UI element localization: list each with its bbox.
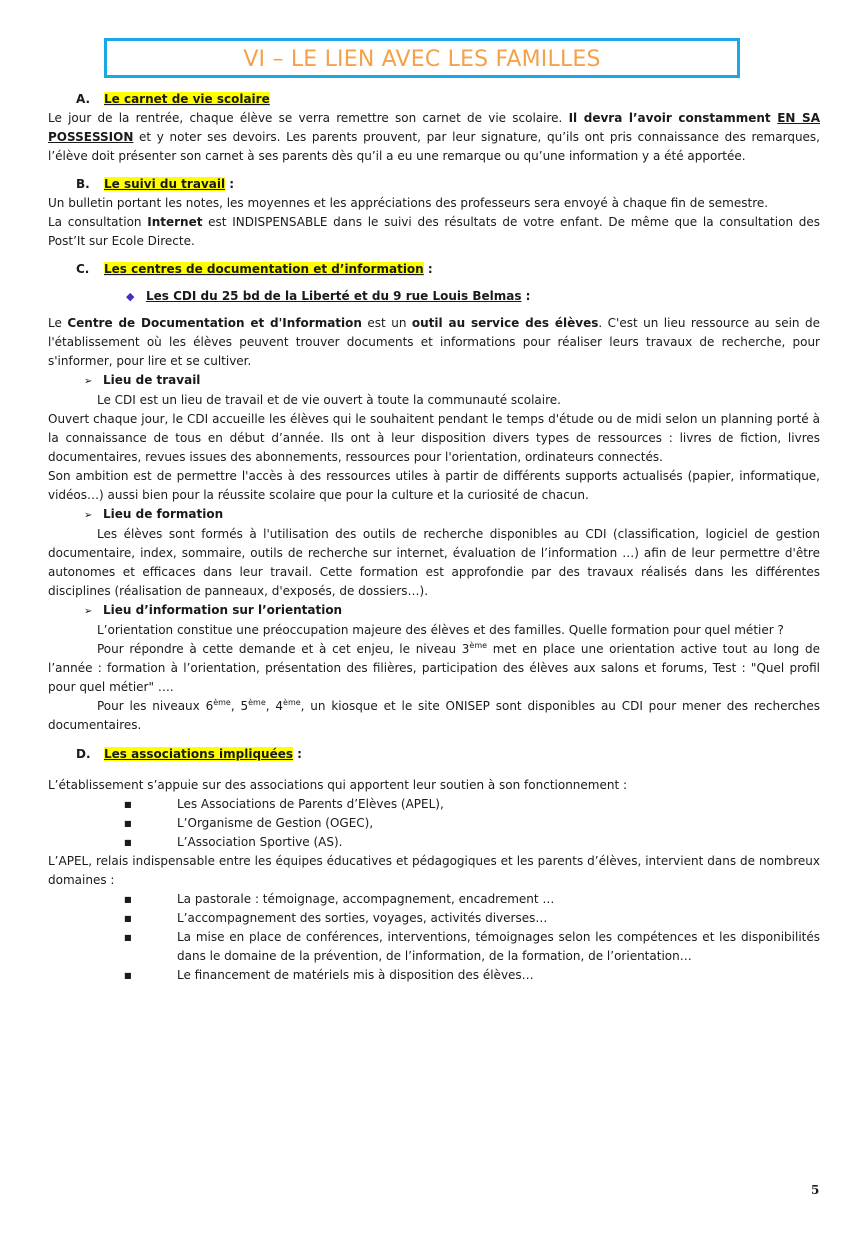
section-a-heading [48,90,820,109]
section-letter: C. [76,262,90,276]
list-item: ■ Le financement de matériels mis à disposition des élèves… [48,966,820,985]
lieu-de-formation-heading: ➢ Lieu de formation [48,505,820,525]
list-item: ■ La pastorale : témoignage, accompagnement, encadrement … [48,890,820,909]
section-c-heading: C. Les centres de documentation et d’information : [48,260,820,279]
orientation-paragraph-1: L’orientation constitue une préoccupation majeure des élèves et des familles. Quelle formation pour quel métier ? [97,623,784,637]
square-bullet-icon: ■ [124,895,132,904]
cdi-intro: Le Centre de Documentation et d'Information est un outil au service des élèves. C'est un lieu ressource au sein de l'établissement où les élèves peuvent trouver documents et informations pour réaliser leurs travaux de recherche, pour s'informer, pour lire et se cultiver. [48,316,821,368]
page-title-box [104,38,740,78]
lieu-de-travail-heading: ➢ Lieu de travail [48,371,820,391]
lieu-orientation-heading: ➢ Lieu d’information sur l’orientation [48,601,820,621]
section-a-title: Le carnet de vie scolaire [104,92,270,106]
section-b-paragraph-2: La consultation Internet est INDISPENSABLE dans le suivi des résultats de votre enfant. De même que la consultation des Post’It sur Ecole Directe. [48,215,820,248]
page-number: 5 [811,1183,820,1197]
square-bullet-icon: ■ [124,800,132,809]
arrow-bullet-icon: ➢ [84,606,93,617]
travail-paragraph-3: Son ambition est de permettre l'accès à des ressources utiles à partir de différents supports actualisés (papier, informatique, vidéos…) aussi bien pour la réussite scolaire que pour la culture et la curiosité de chacun. [48,469,820,502]
travail-paragraph-1: Le CDI est un lieu de travail et de vie ouvert à toute la communauté scolaire. [97,393,561,407]
section-letter: D. [76,747,91,761]
section-c [48,260,820,735]
section-d-heading: D. Les associations impliquées : [48,745,820,764]
section-d-title: Les associations impliquées [104,747,293,761]
square-bullet-icon: ■ [124,971,132,980]
section-a [48,90,820,166]
associations-list [48,795,820,852]
square-bullet-icon: ■ [124,933,132,942]
section-b-heading: B. Le suivi du travail : [48,175,820,194]
list-item: ■ L’accompagnement des sorties, voyages, activités diverses… [48,909,820,928]
section-b-title: Le suivi du travail [104,177,226,191]
page-title: VI – LE LIEN AVEC LES FAMILLES [243,47,601,72]
travail-paragraph-2: Ouvert chaque jour, le CDI accueille les élèves qui le souhaitent pendant le temps d'étude ou de midi selon un planning porté à la connaissance de tous en début d’année. Ils ont à leur disposition divers types de ressources : livres de fiction, livres documentaires, revues issues des abonnements, ressources pour l'orientation, ordinateurs connectés. [48,412,820,464]
section-d-intro: L’établissement s’appuie sur des associations qui apportent leur soutien à son fonctionnement : [48,778,628,792]
section-a-paragraph: Le jour de la rentrée, chaque élève se verra remettre son carnet de vie scolaire. Il devra l’avoir constamment EN SA POSSESSION et y noter ses devoirs. Les parents prouvent, par leur signature, qu’ils ont pris connaissance des remarques, l’élève doit présenter son carnet à ses parents dès qu’il a eu une remarque ou qu’une information y a été apportée. [48,111,820,163]
list-item: ■ L’Association Sportive (AS). [48,833,820,852]
section-d [48,745,820,985]
list-item: ■ Les Associations de Parents d’Elèves (APEL), [48,795,820,814]
list-item: ■ La mise en place de conférences, interventions, témoignages selon les compétences et les disponibilités dans le domaine de la prévention, de l’information, de la formation, de l’orientation… [48,928,820,966]
apel-intro: L’APEL, relais indispensable entre les équipes éducatives et pédagogiques et les parents d’élèves, intervient dans de nombreux domaines : [48,854,820,887]
formation-paragraph: Les élèves sont formés à l'utilisation des outils de recherche disponibles au CDI (classification, logiciel de gestion documentaire, index, sommaire, outils de recherche sur internet, évaluation de l’information …) afin de leur permettre d'être autonomes et efficaces dans leur travail. Cette formation est approfondie par des travaux réalisés dans les différentes disciplines (réalisation de panneaux, d'exposés, de dossiers…). [48,527,820,598]
square-bullet-icon: ■ [124,914,132,923]
square-bullet-icon: ■ [124,838,132,847]
arrow-bullet-icon: ➢ [84,376,93,387]
square-bullet-icon: ■ [124,819,132,828]
section-b [48,175,820,251]
orientation-paragraph-2: Pour répondre à cette demande et à cet enjeu, le niveau 3ème met en place une orientation active tout au long de l’année : formation à l’orientation, présentation des filières, participation des élèves aux salons et forums, Test : "Quel profil pour quel métier" …. [48,641,820,694]
diamond-bullet-icon: ◆ [126,290,135,303]
domains-list [48,890,820,985]
section-c-title: Les centres de documentation et d’information [104,262,424,276]
section-b-paragraph-1: Un bulletin portant les notes, les moyennes et les appréciations des professeurs sera envoyé à chaque fin de semestre. [48,196,769,210]
cdi-subheading: ◆ Les CDI du 25 bd de la Liberté et du 9 rue Louis Belmas : [48,287,820,306]
orientation-paragraph-3: Pour les niveaux 6ème, 5ème, 4ème, un kiosque et le site ONISEP sont disponibles au CDI pour mener des recherches documentaires. [48,698,820,732]
arrow-bullet-icon: ➢ [84,510,93,521]
page-content [48,90,820,985]
section-letter: B. [76,177,90,191]
list-item: ■ L’Organisme de Gestion (OGEC), [48,814,820,833]
section-letter: A. [76,92,91,106]
